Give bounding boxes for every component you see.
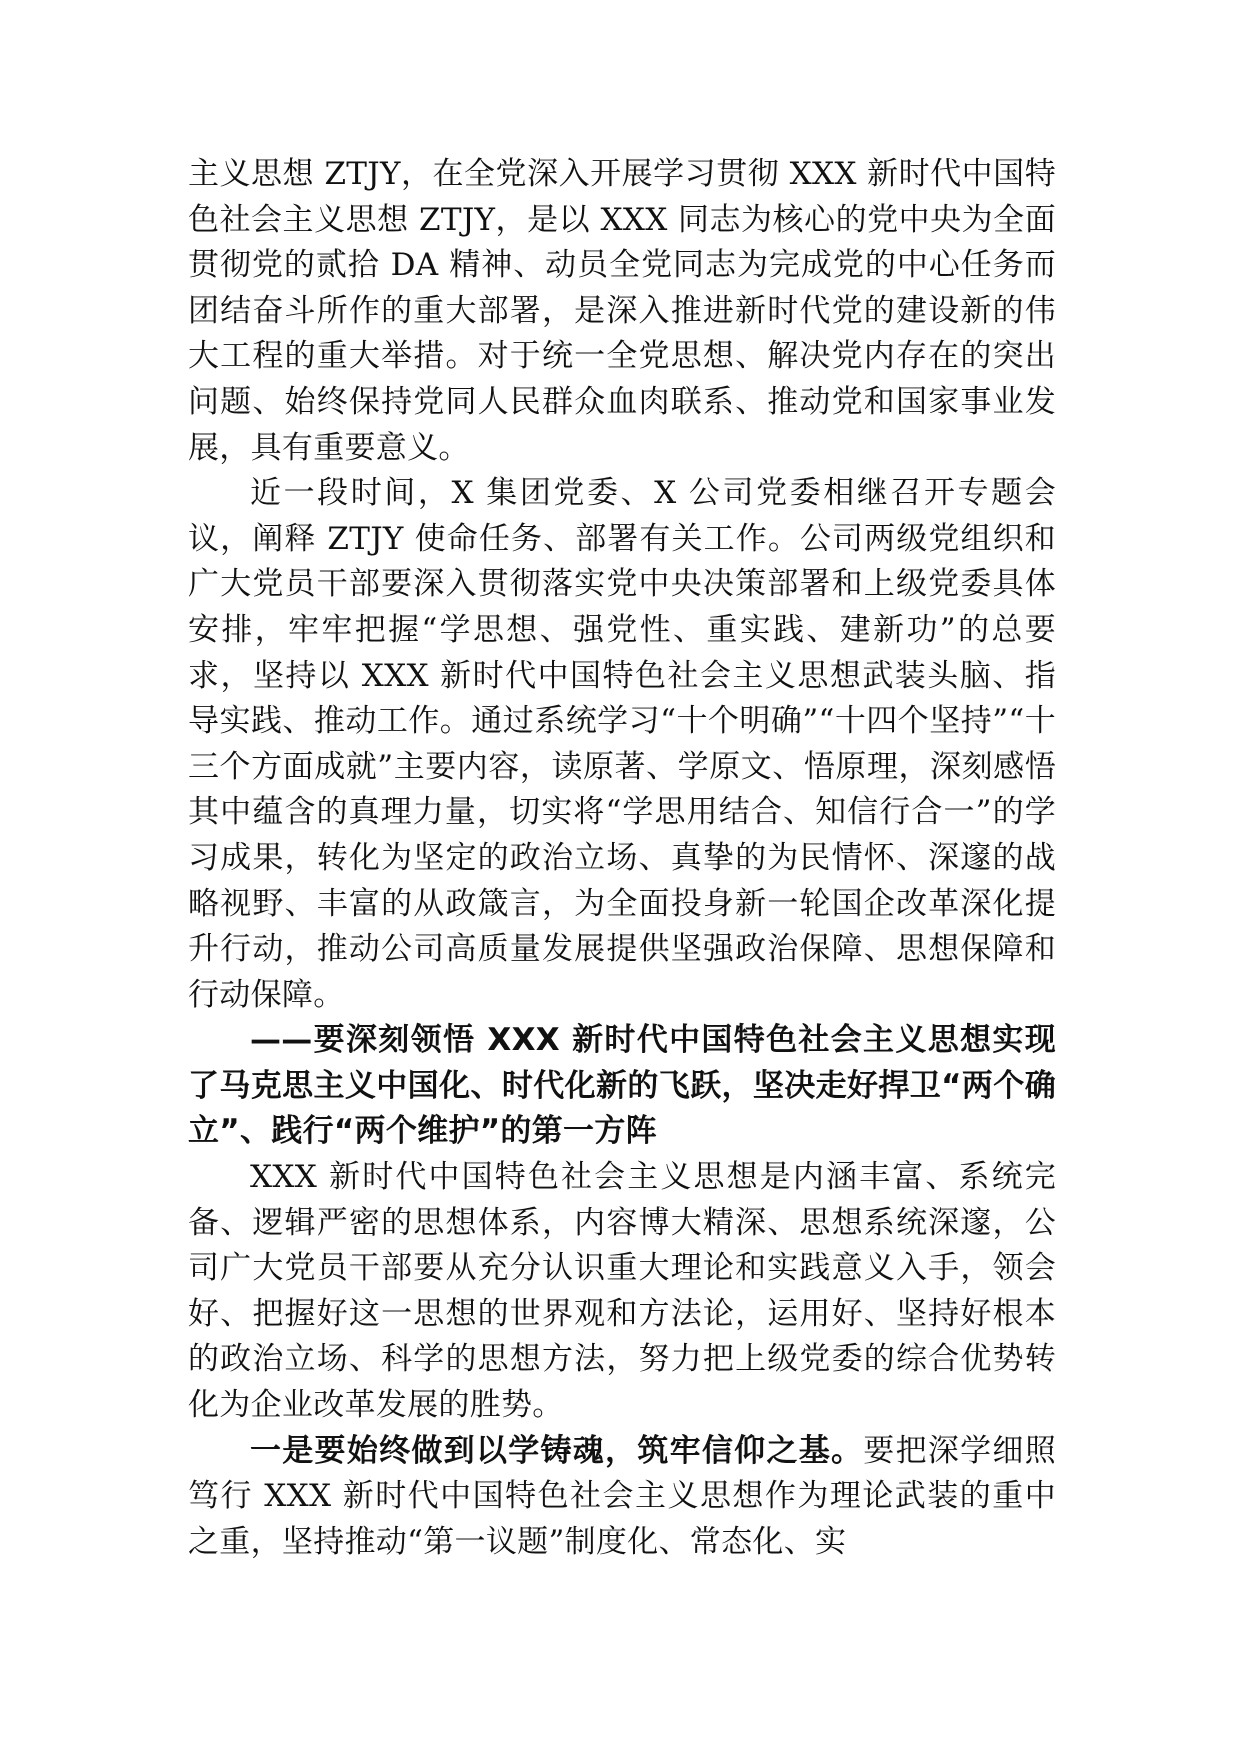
paragraph-2: 近一段时间，X 集团党委、X 公司党委相继召开专题会议，阐释 ZTJY 使命任务、部署有关工作。公司两级党组织和广大党员干部要深入贯彻落实党中央决策部署和上级党委具体安排，牢牢把握“学思想、强党性、重实践、建新功”的总要求，坚持以 XXX 新时代中国特色社会主义思想武装头脑、指导实践、推动工作。通过系统学习“十个明确”“十四个坚持”“十三个方面成就”主要内容，读原著、学原文、悟原理，深刻感悟其中蕴含的真理力量，切实将“学思用结合、知信行合一”的学习成果，转化为坚定的政治立场、真挚的为民情怀、深邃的战略视野、丰富的从政箴言，为全面投身新一轮国企改革深化提升行动，推动公司高质量发展提供坚强政治保障、思想保障和行动保障。 [188,475,1056,1013]
paragraph-3: XXX 新时代中国特色社会主义思想是内涵丰富、系统完备、逻辑严密的思想体系，内容博大精深、思想系统深邃，公司广大党员干部要从充分认识重大理论和实践意义入手，领会好、把握好这一思想的世界观和方法论，运用好、坚持好根本的政治立场、科学的思想方法，努力把上级党委的综合优势转化为企业改革发展的胜势。 [188,1159,1056,1424]
document-body [188,152,1056,1565]
section-heading: ——要深刻领悟 XXX 新时代中国特色社会主义思想实现了马克思主义中国化、时代化新的飞跃，坚决走好捍卫“两个确立”、践行“两个维护”的第一方阵 [188,1022,1056,1150]
paragraph-4 [188,1429,1056,1566]
paragraph-4-lead: 一是要始终做到以学铸魂，筑牢信仰之基。 [250,1432,864,1469]
paragraph-1: 主义思想 ZTJY，在全党深入开展学习贯彻 XXX 新时代中国特色社会主义思想 ZTJY，是以 XXX 同志为核心的党中央为全面贯彻党的贰拾 DA 精神、动员全党同志为完成党的中心任务而团结奋斗所作的重大部署，是深入推进新时代党的建设新的伟大工程的重大举措。对于统一全党思想、解决党内存在的突出问题、始终保持党同人民群众血肉联系、推动党和国家事业发展，具有重要意义。 [188,156,1056,466]
paragraph-4-text: 要把深学细照笃行 XXX 新时代中国特色社会主义思想作为理论武装的重中之重，坚持推动“第一议题”制度化、常态化、实 [188,1432,1056,1560]
